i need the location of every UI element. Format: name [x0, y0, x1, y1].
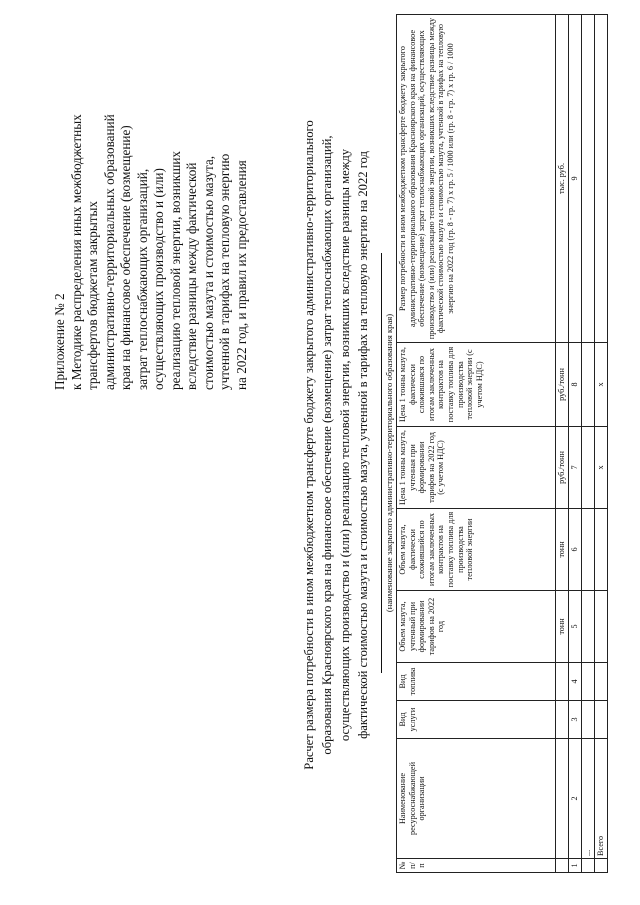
- unit-cell: [556, 701, 569, 739]
- title-line: осуществляющих производство и (или) реализацию тепловой энергии, возникших вследствие разницы между: [338, 148, 352, 742]
- unit-cell: тонн: [556, 591, 569, 663]
- appendix-line: реализацию тепловой энергии, возникших: [167, 150, 183, 390]
- table-cell: [582, 663, 595, 701]
- header-cell: Цена 1 тонны мазута, фактически сложившаяся по итогам заключенных контрактов на поставку топлива для производства тепловой энергии (с учетом НДС): [397, 343, 556, 427]
- appendix-header: [52, 30, 250, 390]
- header-cell: Цена 1 тонны мазута, учтенная при формировании тарифов на 2022 год (с учетом НДС): [397, 427, 556, 509]
- appendix-line: осуществляющих производство и (или): [151, 168, 166, 390]
- number-cell: 4: [569, 663, 582, 701]
- document-title: [300, 15, 372, 875]
- table-cell: [582, 427, 595, 509]
- table-cell: [582, 701, 595, 739]
- table-cell: x: [595, 343, 608, 427]
- table-cell: [595, 859, 608, 873]
- subject-underline: [380, 253, 382, 673]
- appendix-line: административно-территориальных образований: [101, 114, 117, 390]
- header-cell: Объем мазута, учтенный при формировании тарифов на 2022 год: [397, 591, 556, 663]
- unit-cell: руб./тонн: [556, 427, 569, 509]
- title-line: образования Красноярского края на финансовое обеспечение (возмещение) затрат теплоснабжающих организаций,: [320, 135, 334, 755]
- number-cell: 5: [569, 591, 582, 663]
- table-cell: [582, 591, 595, 663]
- number-cell: 9: [569, 15, 582, 343]
- table-row: [582, 15, 595, 873]
- number-cell: 7: [569, 427, 582, 509]
- table-units-row: [556, 15, 569, 873]
- subject-caption: (наименование закрытого административно-территориального образования края): [384, 313, 394, 613]
- table-cell: [582, 509, 595, 591]
- header-cell: Вид топлива: [397, 663, 556, 701]
- title-line: фактической стоимостью мазута и стоимостью мазута, учтенной в тарифах на тепловую энергию на 2022 год: [356, 151, 370, 739]
- unit-cell: руб./тонн: [556, 343, 569, 427]
- table-cell: ...: [582, 739, 595, 859]
- table-cell: [595, 701, 608, 739]
- header-cell: № п/п: [397, 859, 556, 873]
- appendix-line: края на финансовое обеспечение (возмещение): [118, 125, 133, 390]
- unit-cell: [556, 663, 569, 701]
- appendix-line: Приложение № 2: [52, 293, 67, 390]
- appendix-line: учтенной в тарифах на тепловую энергию: [217, 153, 232, 390]
- calculation-table: [396, 14, 608, 873]
- appendix-line: затрат теплоснабжающих организаций,: [134, 168, 150, 390]
- unit-cell: [556, 859, 569, 873]
- table-cell: [582, 859, 595, 873]
- appendix-line: стоимостью мазута и стоимостью мазута,: [200, 155, 216, 390]
- header-cell: Вид услуги: [397, 701, 556, 739]
- table-cell: [582, 343, 595, 427]
- unit-cell: тонн: [556, 509, 569, 591]
- number-cell: 3: [569, 701, 582, 739]
- header-cell: Наименование ресурсоснабжающей организации: [397, 739, 556, 859]
- unit-cell: тыс. руб.: [556, 15, 569, 343]
- appendix-line: к Методике распределения иных межбюджетных: [68, 114, 84, 390]
- appendix-line: трансфертов бюджетам закрытых: [85, 201, 100, 390]
- table-header-row: [397, 15, 556, 873]
- table-cell: [595, 591, 608, 663]
- header-cell: Объем мазута, фактически сложившийся по итогам заключенных контрактов на поставку топлива для производства тепловой энергии: [397, 509, 556, 591]
- table-total-row: [595, 15, 608, 873]
- title-line: Расчет размера потребности в ином межбюджетном трансферте бюджету закрытого административно-территориального: [302, 120, 316, 770]
- table-cell: [595, 663, 608, 701]
- table-cell: [582, 15, 595, 343]
- unit-cell: [556, 739, 569, 859]
- table-cell: x: [595, 427, 608, 509]
- table-cell: Всего: [595, 739, 608, 859]
- number-cell: 2: [569, 739, 582, 859]
- number-cell: 6: [569, 509, 582, 591]
- table-number-row: [569, 15, 582, 873]
- appendix-line: вследствие разницы между фактической: [184, 162, 199, 390]
- appendix-line: на 2022 год, и правил их предоставления: [233, 160, 249, 390]
- header-cell: Размер потребности в ином межбюджетном трансферте бюджету закрытого административно-территориального образования Красноярского края на финансовое обеспечение (возмещение) затрат теплоснабжающих организаций, осуществляющих производство и (или) реализацию тепловой энергии, возникших вследствие разницы между фактической стоимостью мазута и стоимостью мазута, учтенной в тарифах на тепловую энергию на 2022 год (гр. 8 - гр. 7) х гр. 5 / 1000 или (гр. 8 - гр. 7) х гр. 6 / 1000: [397, 15, 556, 343]
- table-cell: [595, 509, 608, 591]
- table-cell: [595, 15, 608, 343]
- number-cell: 8: [569, 343, 582, 427]
- number-cell: 1: [569, 859, 582, 873]
